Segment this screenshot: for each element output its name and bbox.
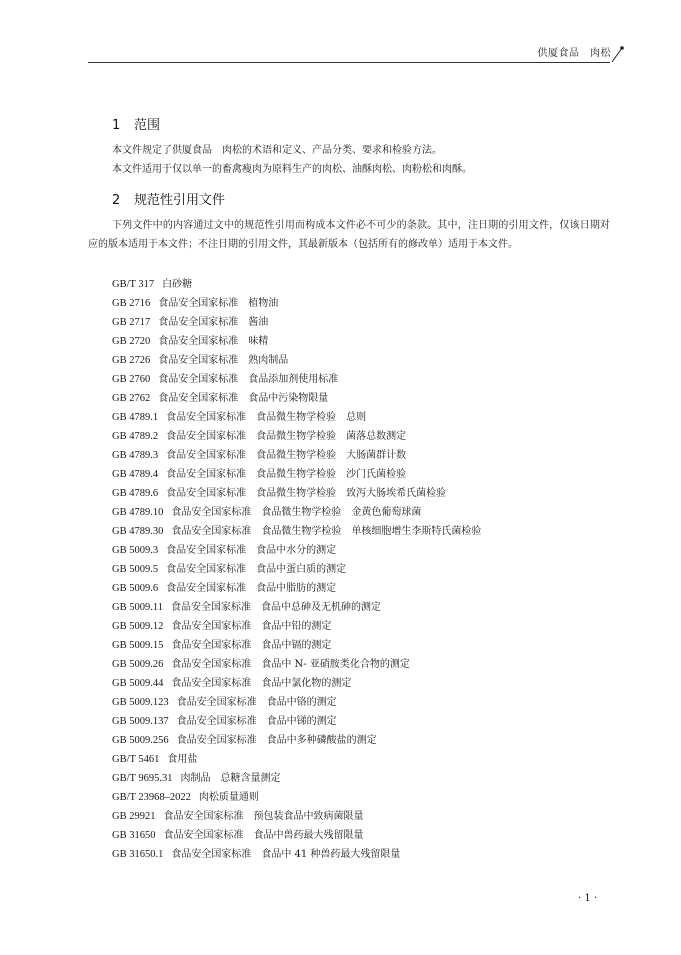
reference-code: GB 4789.10 <box>112 507 164 518</box>
reference-code: GB 4789.4 <box>112 469 159 480</box>
reference-title: 食品安全国家标准 食品微生物学检验 总则 <box>166 412 367 423</box>
reference-item <box>112 294 481 313</box>
reference-code: GB 5009.6 <box>112 583 159 594</box>
reference-code: GB/T 317 <box>112 279 155 290</box>
reference-title: 食品安全国家标准 食品中水分的测定 <box>166 545 337 556</box>
reference-item <box>112 560 481 579</box>
reference-code: GB 4789.1 <box>112 412 159 423</box>
reference-item <box>112 598 481 617</box>
reference-title: 食品安全国家标准 食品中锑的测定 <box>176 716 337 727</box>
reference-code: GB 5009.3 <box>112 545 159 556</box>
reference-title: 食品安全国家标准 食品中 41 种兽药最大残留限量 <box>171 849 401 860</box>
reference-code: GB 2717 <box>112 317 151 328</box>
reference-title: 食品安全国家标准 食品中镉的测定 <box>171 640 332 651</box>
reference-item <box>112 503 481 522</box>
header-slash-decoration <box>610 44 630 64</box>
reference-code: GB 4789.3 <box>112 450 159 461</box>
reference-item <box>112 750 481 769</box>
reference-item <box>112 522 481 541</box>
reference-title: 肉制品 总糖含量测定 <box>180 773 281 784</box>
scope-paragraph-1: 本文件规定了供厦食品 肉松的术语和定义、产品分类、要求和检验方法。 <box>112 145 442 156</box>
running-header-title: 供厦食品 肉松 <box>537 48 611 59</box>
reference-code: GB 5009.26 <box>112 659 164 670</box>
reference-item <box>112 617 481 636</box>
reference-list <box>112 275 481 864</box>
reference-code: GB 5009.11 <box>112 602 163 613</box>
reference-title: 肉松质量通则 <box>198 792 259 803</box>
reference-title: 食品安全国家标准 食品中脂肪的测定 <box>166 583 337 594</box>
reference-code: GB 2720 <box>112 336 151 347</box>
scope-paragraph-2: 本文件适用于仅以单一的畜禽瘦肉为原料生产的肉松、油酥肉松、肉粉松和肉酥。 <box>112 164 472 175</box>
reference-code: GB 2716 <box>112 298 151 309</box>
reference-code: GB 4789.30 <box>112 526 164 537</box>
reference-item <box>112 769 481 788</box>
reference-title: 白砂糖 <box>162 279 193 290</box>
reference-title: 食品安全国家标准 食品中铅的测定 <box>171 621 332 632</box>
reference-item <box>112 807 481 826</box>
reference-code: GB 4789.2 <box>112 431 159 442</box>
reference-title: 食品安全国家标准 食品中 N- 亚硝胺类化合物的测定 <box>171 659 410 670</box>
reference-code: GB 5009.256 <box>112 735 169 746</box>
reference-title: 食品安全国家标准 食品中蛋白质的测定 <box>166 564 347 575</box>
reference-code: GB 5009.123 <box>112 697 169 708</box>
reference-title: 食品安全国家标准 食品添加剂使用标准 <box>158 374 339 385</box>
reference-item <box>112 579 481 598</box>
reference-title: 食品安全国家标准 食品微生物学检验 金黄色葡萄球菌 <box>171 507 422 518</box>
reference-code: GB 5009.137 <box>112 716 169 727</box>
reference-code: GB/T 5461 <box>112 754 160 765</box>
reference-item <box>112 788 481 807</box>
reference-code: GB 2760 <box>112 374 151 385</box>
reference-item <box>112 655 481 674</box>
reference-item <box>112 674 481 693</box>
reference-title: 食品安全国家标准 酱油 <box>158 317 269 328</box>
reference-title: 食品安全国家标准 食品中氯化物的测定 <box>171 678 352 689</box>
reference-code: GB/T 9695.31 <box>112 773 173 784</box>
page-number: · 1 · <box>578 893 598 904</box>
reference-title: 食品安全国家标准 食品微生物学检验 单核细胞增生李斯特氏菌检验 <box>171 526 482 537</box>
reference-code: GB 31650 <box>112 830 156 841</box>
reference-item <box>112 370 481 389</box>
reference-code: GB 5009.5 <box>112 564 159 575</box>
reference-code: GB 29921 <box>112 811 156 822</box>
reference-item <box>112 541 481 560</box>
references-intro-paragraph: 下列文件中的内容通过文中的规范性引用而构成本文件必不可少的条款。其中，注日期的引用文件，仅该日期对应的版本适用于本文件；不注日期的引用文件，其最新版本（包括所有的修改单）适用于本文件。 <box>88 220 610 250</box>
reference-item <box>112 484 481 503</box>
reference-code: GB 2762 <box>112 393 151 404</box>
reference-title: 食品安全国家标准 食品微生物学检验 大肠菌群计数 <box>166 450 407 461</box>
section-heading-scope <box>112 114 160 133</box>
reference-code: GB 31650.1 <box>112 849 164 860</box>
reference-item <box>112 636 481 655</box>
reference-item <box>112 465 481 484</box>
reference-title: 食品安全国家标准 食品中多种磷酸盐的测定 <box>176 735 377 746</box>
reference-title: 食品安全国家标准 味精 <box>158 336 269 347</box>
reference-title: 食品安全国家标准 食品微生物学检验 致泻大肠埃希氏菌检验 <box>166 488 447 499</box>
reference-code: GB 5009.12 <box>112 621 164 632</box>
reference-item <box>112 313 481 332</box>
reference-item <box>112 712 481 731</box>
reference-item <box>112 427 481 446</box>
reference-item <box>112 826 481 845</box>
reference-item <box>112 351 481 370</box>
reference-title: 食品安全国家标准 食品微生物学检验 菌落总数测定 <box>166 431 407 442</box>
section-number: 2 <box>112 193 121 208</box>
reference-title: 食用盐 <box>167 754 198 765</box>
reference-code: GB 5009.44 <box>112 678 164 689</box>
section-title: 规范性引用文件 <box>134 193 226 208</box>
reference-title: 食品安全国家标准 食品中兽药最大残留限量 <box>163 830 364 841</box>
reference-title: 食品安全国家标准 植物油 <box>158 298 279 309</box>
section-number: 1 <box>112 118 121 133</box>
section-heading-references <box>112 189 225 208</box>
reference-code: GB/T 23968–2022 <box>112 792 191 803</box>
reference-code: GB 2726 <box>112 355 151 366</box>
header-rule <box>88 62 610 63</box>
reference-code: GB 4789.6 <box>112 488 159 499</box>
reference-item <box>112 845 481 864</box>
reference-title: 食品安全国家标准 食品中铬的测定 <box>176 697 337 708</box>
reference-item <box>112 408 481 427</box>
reference-code: GB 5009.15 <box>112 640 164 651</box>
reference-item <box>112 389 481 408</box>
reference-title: 食品安全国家标准 食品微生物学检验 沙门氏菌检验 <box>166 469 407 480</box>
section-title: 范围 <box>134 118 161 133</box>
reference-item <box>112 693 481 712</box>
reference-title: 食品安全国家标准 熟肉制品 <box>158 355 289 366</box>
reference-item <box>112 446 481 465</box>
reference-title: 食品安全国家标准 食品中污染物限量 <box>158 393 329 404</box>
reference-title: 食品安全国家标准 食品中总砷及无机砷的测定 <box>170 602 381 613</box>
reference-title: 食品安全国家标准 预包装食品中致病菌限量 <box>163 811 364 822</box>
reference-item <box>112 275 481 294</box>
reference-item <box>112 332 481 351</box>
reference-item <box>112 731 481 750</box>
